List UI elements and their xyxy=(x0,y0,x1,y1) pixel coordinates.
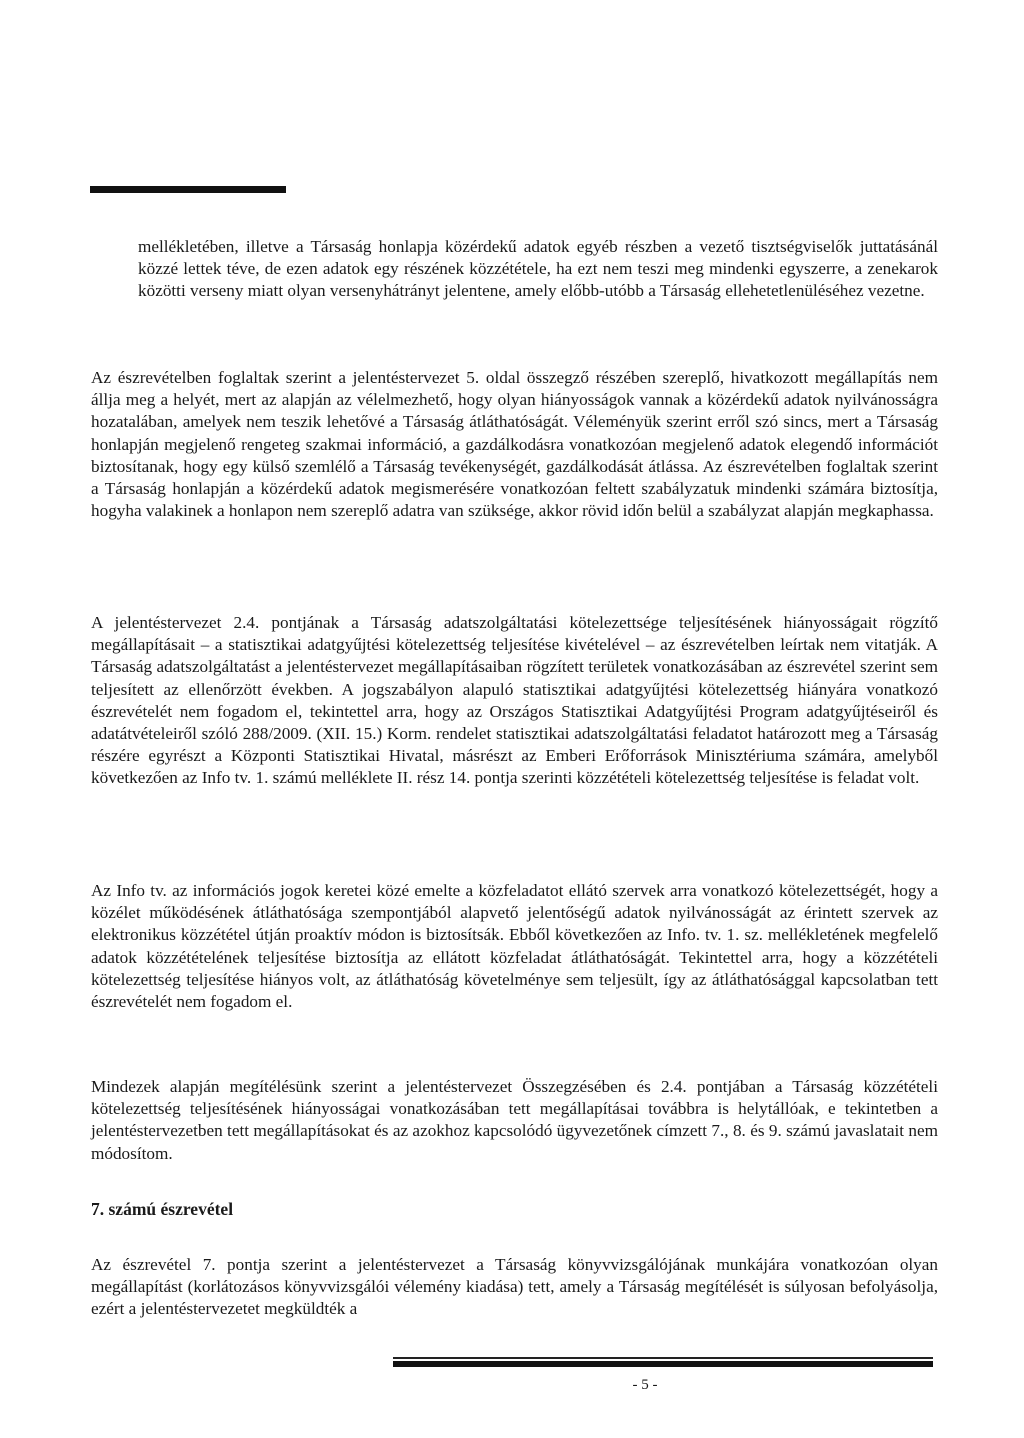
top-divider xyxy=(90,186,286,193)
paragraph-2: Az észrevételben foglaltak szerint a jelentéstervezet 5. oldal összegző részében szereplő, hivatkozott megállapítás nem állja meg a helyét, mert az alapján az vélelmezhető, hogy olyan hiányosságok vannak a közérdekű adatok nyilvánosságra hozatalában, amelyek nem teszik lehetővé a Társaság átláthatóságát. Véleményük szerint erről szó sincs, mert a Társaság honlapján megjelenő rengeteg szakmai információ, a gazdálkodásra vonatkozóan megjelenő adatok elegendő információt biztosítanak, hogy egy külső szemlélő a Társaság tevékenységét, gazdálkodását átlássa. Az észrevételben foglaltak szerint a Társaság honlapján a közérdekű adatok megismerésére vonatkozóan feltett szabályzatuk mindenki számára biztosítja, hogyha valakinek a honlapon nem szereplő adatra van szüksége, akkor rövid időn belül a szabályzat alapján megkaphassa. xyxy=(91,368,938,521)
paragraph-3: A jelentéstervezet 2.4. pontjának a Társaság adatszolgáltatási kötelezettsége teljesítésének hiányosságait rögzítő megállapításait – a statisztikai adatgyűjtési kötelezettség teljesítése kivételével – az észrevételben leírtak nem vitatják. A Társaság adatszolgáltatást a jelentéstervezet megállapításaiban rögzített területek vonatkozásában az észrevétel szerint sem teljesített az ellenőrzött években. A jogszabályon alapuló statisztikai adatgyűjtési kötelezettség hiányára vonatkozó észrevételét nem fogadom el, tekintettel arra, hogy az Országos Statisztikai Adatgyűjtési Program adatgyűjtéseiről és adatátvételeiről szóló 288/2009. (XII. 15.) Korm. rendelet statisztikai adatszolgáltatási feladatot határozott meg a Társaság részére egyrészt a Központi Statisztikai Hivatal, másrészt az Emberi Erőforrások Minisztériuma számára, amelyből következően az Info tv. 1. számú melléklete II. rész 14. pontja szerinti közzétételi kötelezettség teljesítése is feladat volt. xyxy=(91,613,938,788)
paragraph-6: Az észrevétel 7. pontja szerint a jelentéstervezet a Társaság könyvvizsgálójának munkájára vonatkozóan olyan megállapítást (korlátozásos könyvvizsgálói vélemény kiadása) tett, amely a Társaság megítélését is súlyosan befolyásolja, ezért a jelentéstervezetet megküldték a xyxy=(91,1255,938,1319)
paragraph-5: Mindezek alapján megítélésünk szerint a jelentéstervezet Összegzésében és 2.4. pontjában a Társaság közzétételi kötelezettség teljesítésének hiányosságai vonatkozásában tett megállapításai továbbra is helytállóak, e tekintetben a jelentéstervezetben tett megállapításokat és az azokhoz kapcsolódó ügyvezetőnek címzett 7., 8. és 9. számú javaslatait nem módosítom. xyxy=(91,1077,938,1163)
page-number: - 5 - xyxy=(632,1377,658,1393)
paragraph-1: mellékletében, illetve a Társaság honlapja közérdekű adatok egyéb részben a vezető tisztségviselők juttatásánál közzé lettek téve, de ezen adatok egy részének közzététele, ha ezt nem teszi meg mindenki egyszerre, a zenekarok közötti verseny miatt olyan versenyhátrányt jelentene, amely előbb-utóbb a Társaság ellehetetlenüléséhez vezetne. xyxy=(138,237,938,301)
paragraph-4: Az Info tv. az információs jogok keretei közé emelte a közfeladatot ellátó szervek arra vonatkozó kötelezettségét, hogy a közélet működésének átláthatósága szempontjából alapvető jelentőségű adatok nyilvánosságát az érintett szervek az elektronikus közzététel útján proaktív módon is biztosítsák. Ebből következően az Info. tv. 1. sz. mellékletének megfelelő adatok közzétételének teljesítése biztosítja az ellátott közfeladat átláthatóságát. Tekintettel arra, hogy a közzétételi kötelezettség teljesítése hiányos volt, az átláthatóság követelménye sem teljesült, így az átláthatósággal kapcsolatban tett észrevételét nem fogadom el. xyxy=(91,881,938,1012)
section-heading: 7. számú észrevétel xyxy=(91,1199,234,1219)
footer-divider xyxy=(393,1361,933,1367)
footer-divider-thin xyxy=(393,1357,933,1359)
